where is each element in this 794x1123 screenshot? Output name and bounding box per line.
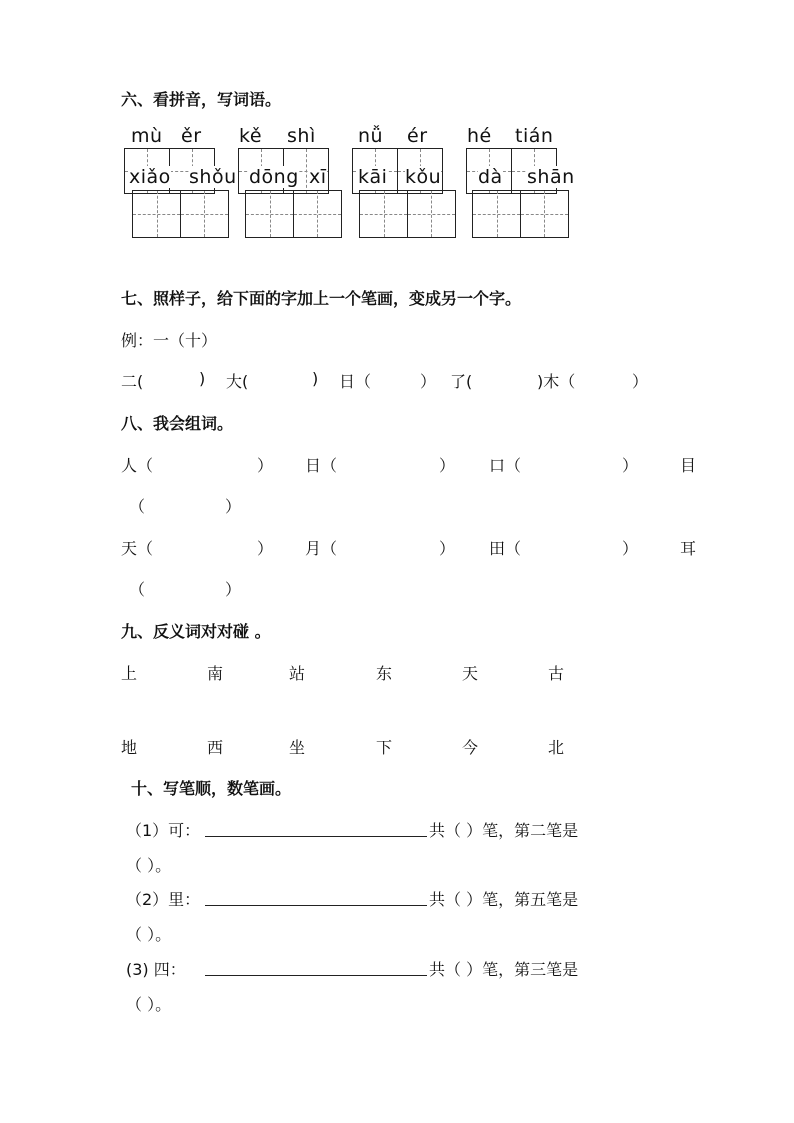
grid-cell[interactable]: [359, 190, 408, 238]
pinyin-kai: kāi: [358, 166, 388, 188]
antonym-top-1: 上: [121, 664, 138, 683]
s8-r1-c-close: ）: [622, 456, 639, 475]
antonym-top-6: 古: [548, 664, 565, 683]
s8-r2-b-open: 月（: [305, 539, 338, 558]
writing-grid-3b[interactable]: [359, 190, 454, 238]
pinyin-xi: xī: [309, 166, 327, 188]
s8-r2-d-open: （: [129, 580, 146, 599]
s8-r2-a-close: ）: [257, 539, 274, 558]
antonym-top-5: 天: [462, 664, 479, 683]
antonym-bottom-6: 北: [548, 738, 565, 757]
pinyin-er2: ér: [407, 125, 428, 147]
pinyin-da: dà: [478, 166, 503, 188]
stroke-item-1-answer: （ ）。: [126, 856, 172, 875]
stroke-item-3-count: 共（ ）笔，第三笔是: [429, 960, 579, 979]
stroke-item-2-answer: （ ）。: [126, 925, 172, 944]
grid-cell[interactable]: [472, 190, 521, 238]
pinyin-ke: kě: [239, 125, 263, 147]
grid-cell[interactable]: [407, 190, 456, 238]
s8-r2-a-open: 天（: [121, 539, 154, 558]
grid-cell[interactable]: [520, 190, 569, 238]
pinyin-shan: shān: [527, 166, 575, 188]
s8-r2-d-close: ）: [225, 580, 242, 599]
stroke-item-2-label: （2）里：: [126, 890, 201, 909]
s8-r1-b-close: ）: [439, 456, 456, 475]
grid-cell[interactable]: [180, 190, 229, 238]
pinyin-he: hé: [467, 125, 492, 147]
stroke-order-blank-2[interactable]: [205, 887, 427, 906]
s7-item-2-open: 大(: [226, 372, 249, 391]
pinyin-xiao: xiǎo: [129, 166, 171, 188]
antonym-top-4: 东: [376, 664, 393, 683]
antonym-top-2: 南: [207, 664, 224, 683]
s7-item-3-close: ）: [420, 372, 437, 391]
antonym-top-3: 站: [289, 664, 306, 683]
pinyin-shi: shì: [287, 125, 316, 147]
s8-r1-d-open: （: [129, 497, 146, 516]
writing-grid-4b[interactable]: [472, 190, 567, 238]
stroke-item-1-label: （1）可：: [126, 821, 201, 840]
example-text: 例：一（十）: [121, 331, 218, 350]
s8-r1-d-close: ）: [225, 497, 242, 516]
grid-cell[interactable]: [132, 190, 181, 238]
stroke-item-3-answer: （ ）。: [126, 995, 172, 1014]
s7-item-2-close: ): [312, 369, 319, 388]
grid-cell[interactable]: [245, 190, 294, 238]
antonym-bottom-4: 下: [376, 738, 393, 757]
stroke-item-3-label: (3) 四：: [126, 960, 186, 979]
s7-item-4-close-item-5-open: )木（: [537, 372, 576, 391]
antonym-bottom-3: 坐: [289, 738, 306, 757]
s8-r2-d-char: 耳: [680, 539, 697, 558]
pinyin-nu: nǚ: [358, 125, 384, 147]
s8-r1-b-open: 日（: [305, 456, 338, 475]
s8-r1-a-open: 人（: [121, 456, 154, 475]
stroke-item-2-count: 共（ ）笔，第五笔是: [429, 890, 579, 909]
stroke-order-blank-3[interactable]: [205, 957, 427, 976]
s8-r1-c-open: 口（: [489, 456, 522, 475]
stroke-order-blank-1[interactable]: [205, 818, 427, 837]
pinyin-mu: mù: [131, 125, 163, 147]
s7-item-1-close: ): [199, 369, 206, 388]
s8-r2-c-close: ）: [622, 539, 639, 558]
writing-grid-1b[interactable]: [132, 190, 227, 238]
s8-r1-d-char: 目: [680, 456, 697, 475]
s8-r2-b-close: ）: [439, 539, 456, 558]
s7-item-4-open: 了(: [450, 372, 473, 391]
section-8-title: 八、我会组词。: [121, 414, 234, 433]
section-10-title: 十、写笔顺，数笔画。: [131, 779, 292, 798]
pinyin-er: ěr: [181, 125, 202, 147]
section-7-title: 七、照样子，给下面的字加上一个笔画，变成另一个字。: [121, 289, 522, 308]
antonym-bottom-1: 地: [121, 738, 138, 757]
s8-r2-c-open: 田（: [489, 539, 522, 558]
antonym-bottom-5: 今: [462, 738, 479, 757]
s7-item-1-open: 二(: [121, 372, 144, 391]
s7-item-5-close: ）: [632, 372, 649, 391]
stroke-item-1-count: 共（ ）笔，第二笔是: [429, 821, 579, 840]
s7-item-3-open: 日（: [339, 372, 372, 391]
grid-cell[interactable]: [293, 190, 342, 238]
pinyin-tian: tián: [515, 125, 554, 147]
s8-r1-a-close: ）: [257, 456, 274, 475]
pinyin-dong: dōng: [249, 166, 299, 188]
pinyin-kou: kǒu: [405, 166, 442, 188]
pinyin-shou: shǒu: [189, 166, 237, 188]
section-9-title: 九、反义词对对碰 。: [121, 622, 271, 641]
section-6-title: 六、看拼音，写词语。: [121, 90, 282, 109]
writing-grid-2b[interactable]: [245, 190, 340, 238]
antonym-bottom-2: 西: [207, 738, 224, 757]
